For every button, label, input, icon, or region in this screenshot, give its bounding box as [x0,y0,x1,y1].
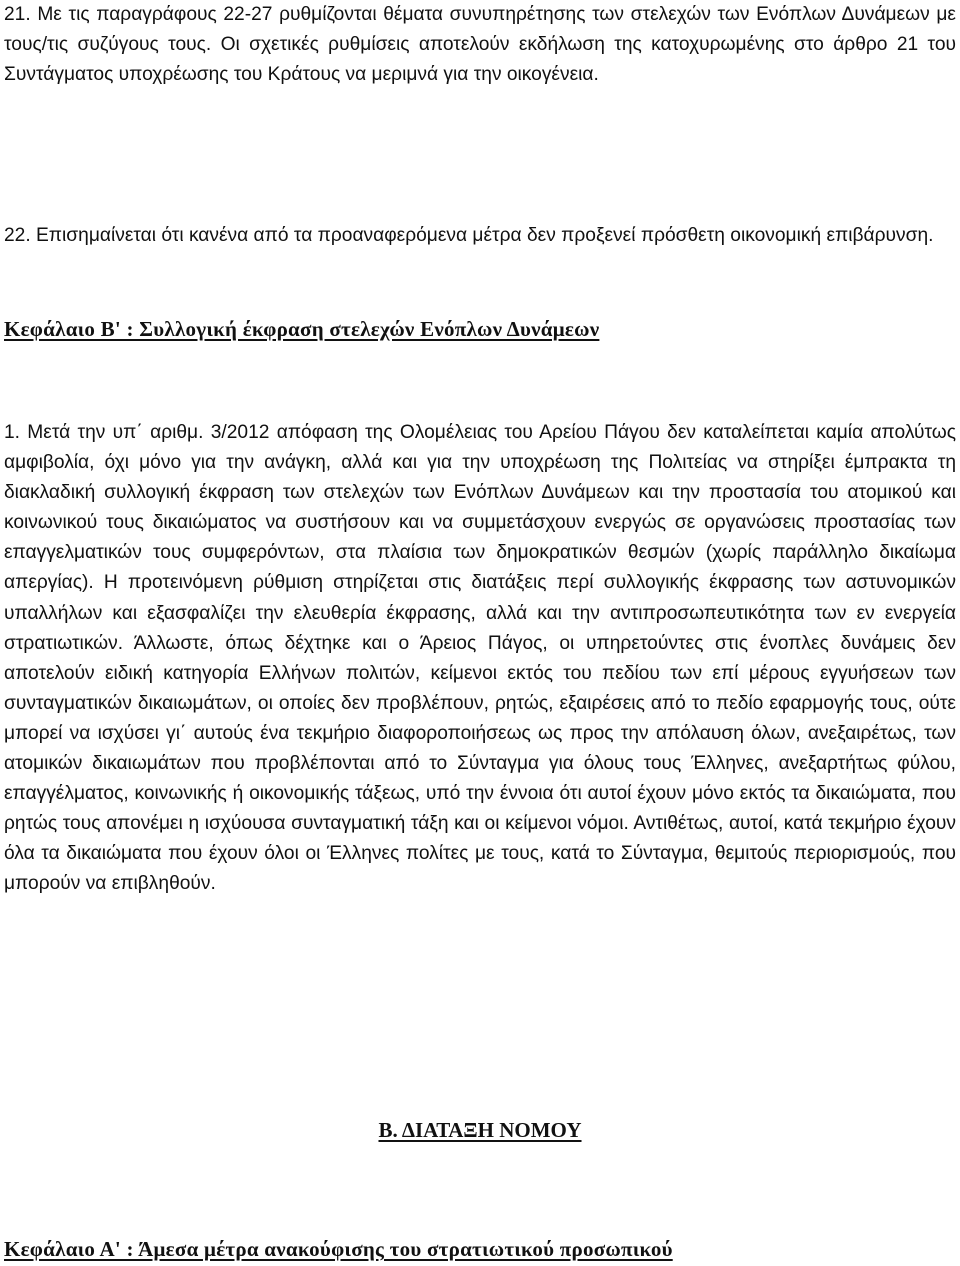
chapter-b-paragraph-1: 1. Μετά την υπ΄ αριθμ. 3/2012 απόφαση της Ολομέλειας του Αρείου Πάγου δεν καταλείπεται καμία απολύτως αμφιβολία, όχι μόνο για την ανάγκη, αλλά και για την υποχρέωση της Πολιτείας να στηρίξει έμπρακτα τη διακλαδική συλλογική έκφραση των στελεχών των Ενόπλων Δυνάμεων και την προστασία του ατομικού και κοινωνικού τους δικαιώματος να συστήσουν και να συμμετάσχουν ενεργώς σε οργανώσεις προστασίας των επαγγελματικών τους συμφερόντων, στα πλαίσια των δημοκρατικών θεσμών (χωρίς παράλληλο δικαίωμα απεργίας). Η προτεινόμενη ρύθμιση στηρίζεται στις διατάξεις περί συλλογικής έκφρασης των αστυνομικών υπαλλήλων και εξασφαλίζει την ελευθερία έκφρασης, αλλά και την αντιπροσωπευτικότητα των εν ενεργεία στρατιωτικών. Άλλωστε, όπως δέχτηκε και ο Άρειος Πάγος, οι υπηρετούντες στις ένοπλες δυνάμεις δεν αποτελούν ειδική κατηγορία Ελλήνων πολιτών, κείμενοι εκτός του πεδίου των επί μέρους εγγυήσεων των συνταγματικών δικαιωμάτων, οι οποίες δεν προβλέπουν, ρητώς, εξαιρέσεις από το πεδίο εφαρμογής τους, ούτε μπορεί να ισχύσει γι΄ αυτούς ένα τεκμήριο διαφοροποιήσεως ως προς την απόλαυση όλων, ανεξαιρέτως, των ατομικών δικαιωμάτων που προβλέπονται από το Σύνταγμα για όλους τους Έλληνες, ανεξαρτήτως φύλου, επαγγέλματος, κοινωνικής ή οικονομικής τάξεως, υπό την έννοια ότι αυτοί έχουν μόνο εκτός τα δικαιώματα, που ρητώς τους απονέμει η ισχύουσα συνταγματική τάξη και οι κείμενοι νόμοι. Αντιθέτως, αυτοί, κατά τεκμήριο έχουν όλα τα δικαιώματα που έχουν όλοι οι Έλληνες πολίτες με τους, κατά το Σύνταγμα, θεμιτούς περιορισμούς, που μπορούν να επιβληθούν. [4,422,956,895]
section-title-law-provision: Β. ΔΙΑΤΑΞΗ ΝΟΜΟΥ [378,1118,582,1142]
paragraph-22: 22. Επισημαίνεται ότι κανένα από τα προαναφερόμενα μέτρα δεν προξενεί πρόσθετη οικονομική επιβάρυνση. [4,225,934,246]
chapter-b-heading: Κεφάλαιο Β' : Συλλογική έκφραση στελεχών Ενόπλων Δυνάμεων [4,317,600,341]
chapter-a-heading: Κεφάλαιο Α' : Άμεσα μέτρα ανακούφισης του στρατιωτικού προσωπικού [4,1237,673,1261]
paragraph-21: 21. Με τις παραγράφους 22-27 ρυθμίζονται θέματα συνυπηρέτησης των στελεχών των Ενόπλων Δυνάμεων με τους/τις συζύγους τους. Οι σχετικές ρυθμίσεις αποτελούν εκδήλωση της κατοχυρωμένης στο άρθρο 21 του Συντάγματος υποχρέωσης του Κράτους να μεριμνά για την οικογένεια. [4,4,956,86]
